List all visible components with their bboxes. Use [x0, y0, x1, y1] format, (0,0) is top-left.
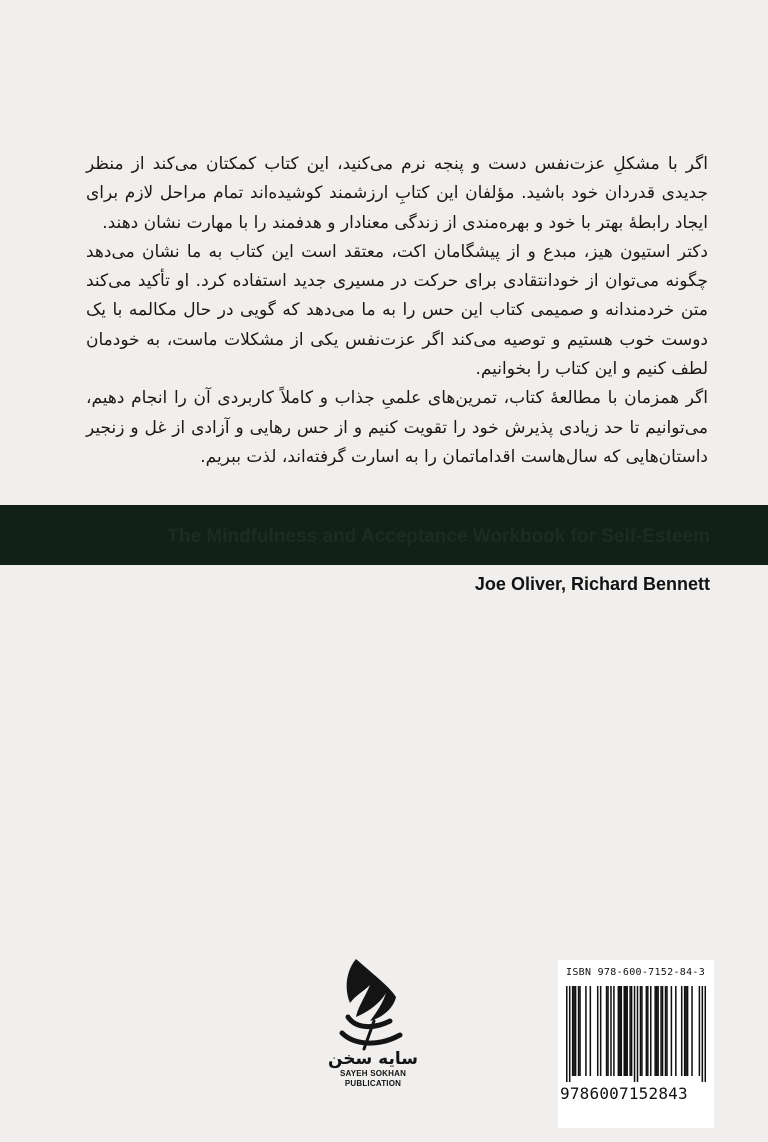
barcode-bar — [687, 986, 689, 1076]
barcode-bar — [681, 986, 683, 1076]
barcode-bar — [575, 986, 577, 1076]
barcode-bar — [684, 986, 686, 1076]
barcode-bar — [607, 986, 609, 1076]
barcode-bar — [702, 986, 704, 1082]
barcode-bar — [654, 986, 656, 1076]
barcode-bar — [665, 986, 667, 1076]
barcode-bar — [573, 986, 575, 1076]
barcode-bar — [626, 986, 628, 1076]
barcode-bar — [623, 986, 625, 1076]
publisher-logo — [318, 955, 428, 1125]
barcode-bar — [685, 986, 687, 1076]
barcode-bar — [691, 986, 693, 1076]
barcode-bar — [585, 986, 587, 1076]
barcode-bar — [600, 986, 602, 1076]
title-band — [0, 505, 768, 565]
barcode-bar — [646, 986, 648, 1076]
barcode-bar — [637, 986, 639, 1082]
barcode-bar — [699, 986, 701, 1076]
barcode-bar — [606, 986, 608, 1076]
barcode-bar — [631, 986, 633, 1076]
authors: Joe Oliver, Richard Bennett — [474, 574, 710, 594]
barcode-bar — [657, 986, 659, 1076]
barcode-bar — [634, 986, 636, 1082]
barcode-bar — [597, 986, 599, 1076]
barcode-bar — [590, 986, 592, 1076]
barcode-bar — [625, 986, 627, 1076]
barcode-bar — [647, 986, 649, 1076]
blurb-paragraph-2: دکتر استیون هیز، مبدع و از پیشگامان اکت، معتقد است این کتاب به ما نشان می‌دهد چگونه می‌توان از خودانتقادی برای حرکت در مسیری جدید استفاده کرد. او تأکید می‌کند متن خردمندانه و صمیمی کتاب این حس را به ما می‌دهد که گویی در حال مکالمه با یک دوست خوب هستیم و توصیه می‌کند اگر عزت‌نفس یکی از مشکلات ماست، به خودمان لطف کنیم و این کتاب را بخوانیم. — [86, 241, 708, 380]
barcode-bar — [610, 986, 612, 1076]
barcode-bar — [705, 986, 706, 1082]
barcode-bar — [671, 986, 673, 1076]
barcode-bar — [662, 986, 664, 1076]
barcode-bar — [656, 986, 658, 1076]
barcode-bar — [579, 986, 581, 1076]
barcode-bar — [578, 986, 580, 1076]
publisher-name-fa: سایه سخن — [328, 1049, 418, 1069]
barcode-icon — [566, 986, 706, 1082]
barcode-bar — [650, 986, 652, 1076]
barcode-bar — [572, 986, 574, 1076]
barcode-bar — [569, 986, 571, 1082]
barcode-bar — [621, 986, 623, 1076]
english-title: The Mindfulness and Acceptance Workbook for Self-Esteem — [167, 526, 710, 547]
barcode-digits: 9786007152843 — [560, 1084, 688, 1103]
barcode-bar — [660, 986, 662, 1076]
feather-logo-icon — [334, 955, 412, 1053]
isbn-label: ISBN 978-600-7152-84-3 — [566, 967, 706, 978]
blurb-paragraph-1: اگر با مشکلِ عزت‌نفس دست و پنجه نرم می‌کنید، این کتاب کمکتان می‌کند از منظر جدیدی قدردان خود باشید. مؤلفان این کتابِ ارزشمند کوشیده‌اند تمام مراحل لازم برای ایجاد رابطهٔ بهتر با خود و بهره‌مندی از زندگی معنادار و هدفمند را با مهارت نشان دهند. — [86, 154, 708, 233]
barcode-bar — [629, 986, 631, 1076]
barcode-bar — [675, 986, 677, 1076]
barcode-bar — [640, 986, 642, 1076]
barcode-bar — [618, 986, 620, 1076]
barcode-bar — [641, 986, 643, 1076]
blurb-paragraph-3: اگر همزمان با مطالعهٔ کتاب، تمرین‌های علمیِ جذاب و کاملاً کاربردی آن را انجام دهیم، می‌توانیم تا حد زیادی پذیرش خود را تقویت کنیم و از حس رهایی و آزادی از غل و زنجیر داستان‌هایی که سال‌هاست اقداماتمان را به اسارت گرفته‌اند، لذت ببریم. — [86, 388, 708, 467]
barcode-bar — [666, 986, 668, 1076]
isbn-barcode-box — [558, 960, 714, 1128]
publisher-subtitle-en: PUBLICATION — [344, 1079, 402, 1088]
barcode-bar — [566, 986, 568, 1082]
barcode-bar — [613, 986, 615, 1076]
publisher-name-en: SAYEH SOKHAN — [339, 1069, 407, 1078]
back-cover-blurb — [86, 150, 708, 472]
barcode-bar — [619, 986, 621, 1076]
